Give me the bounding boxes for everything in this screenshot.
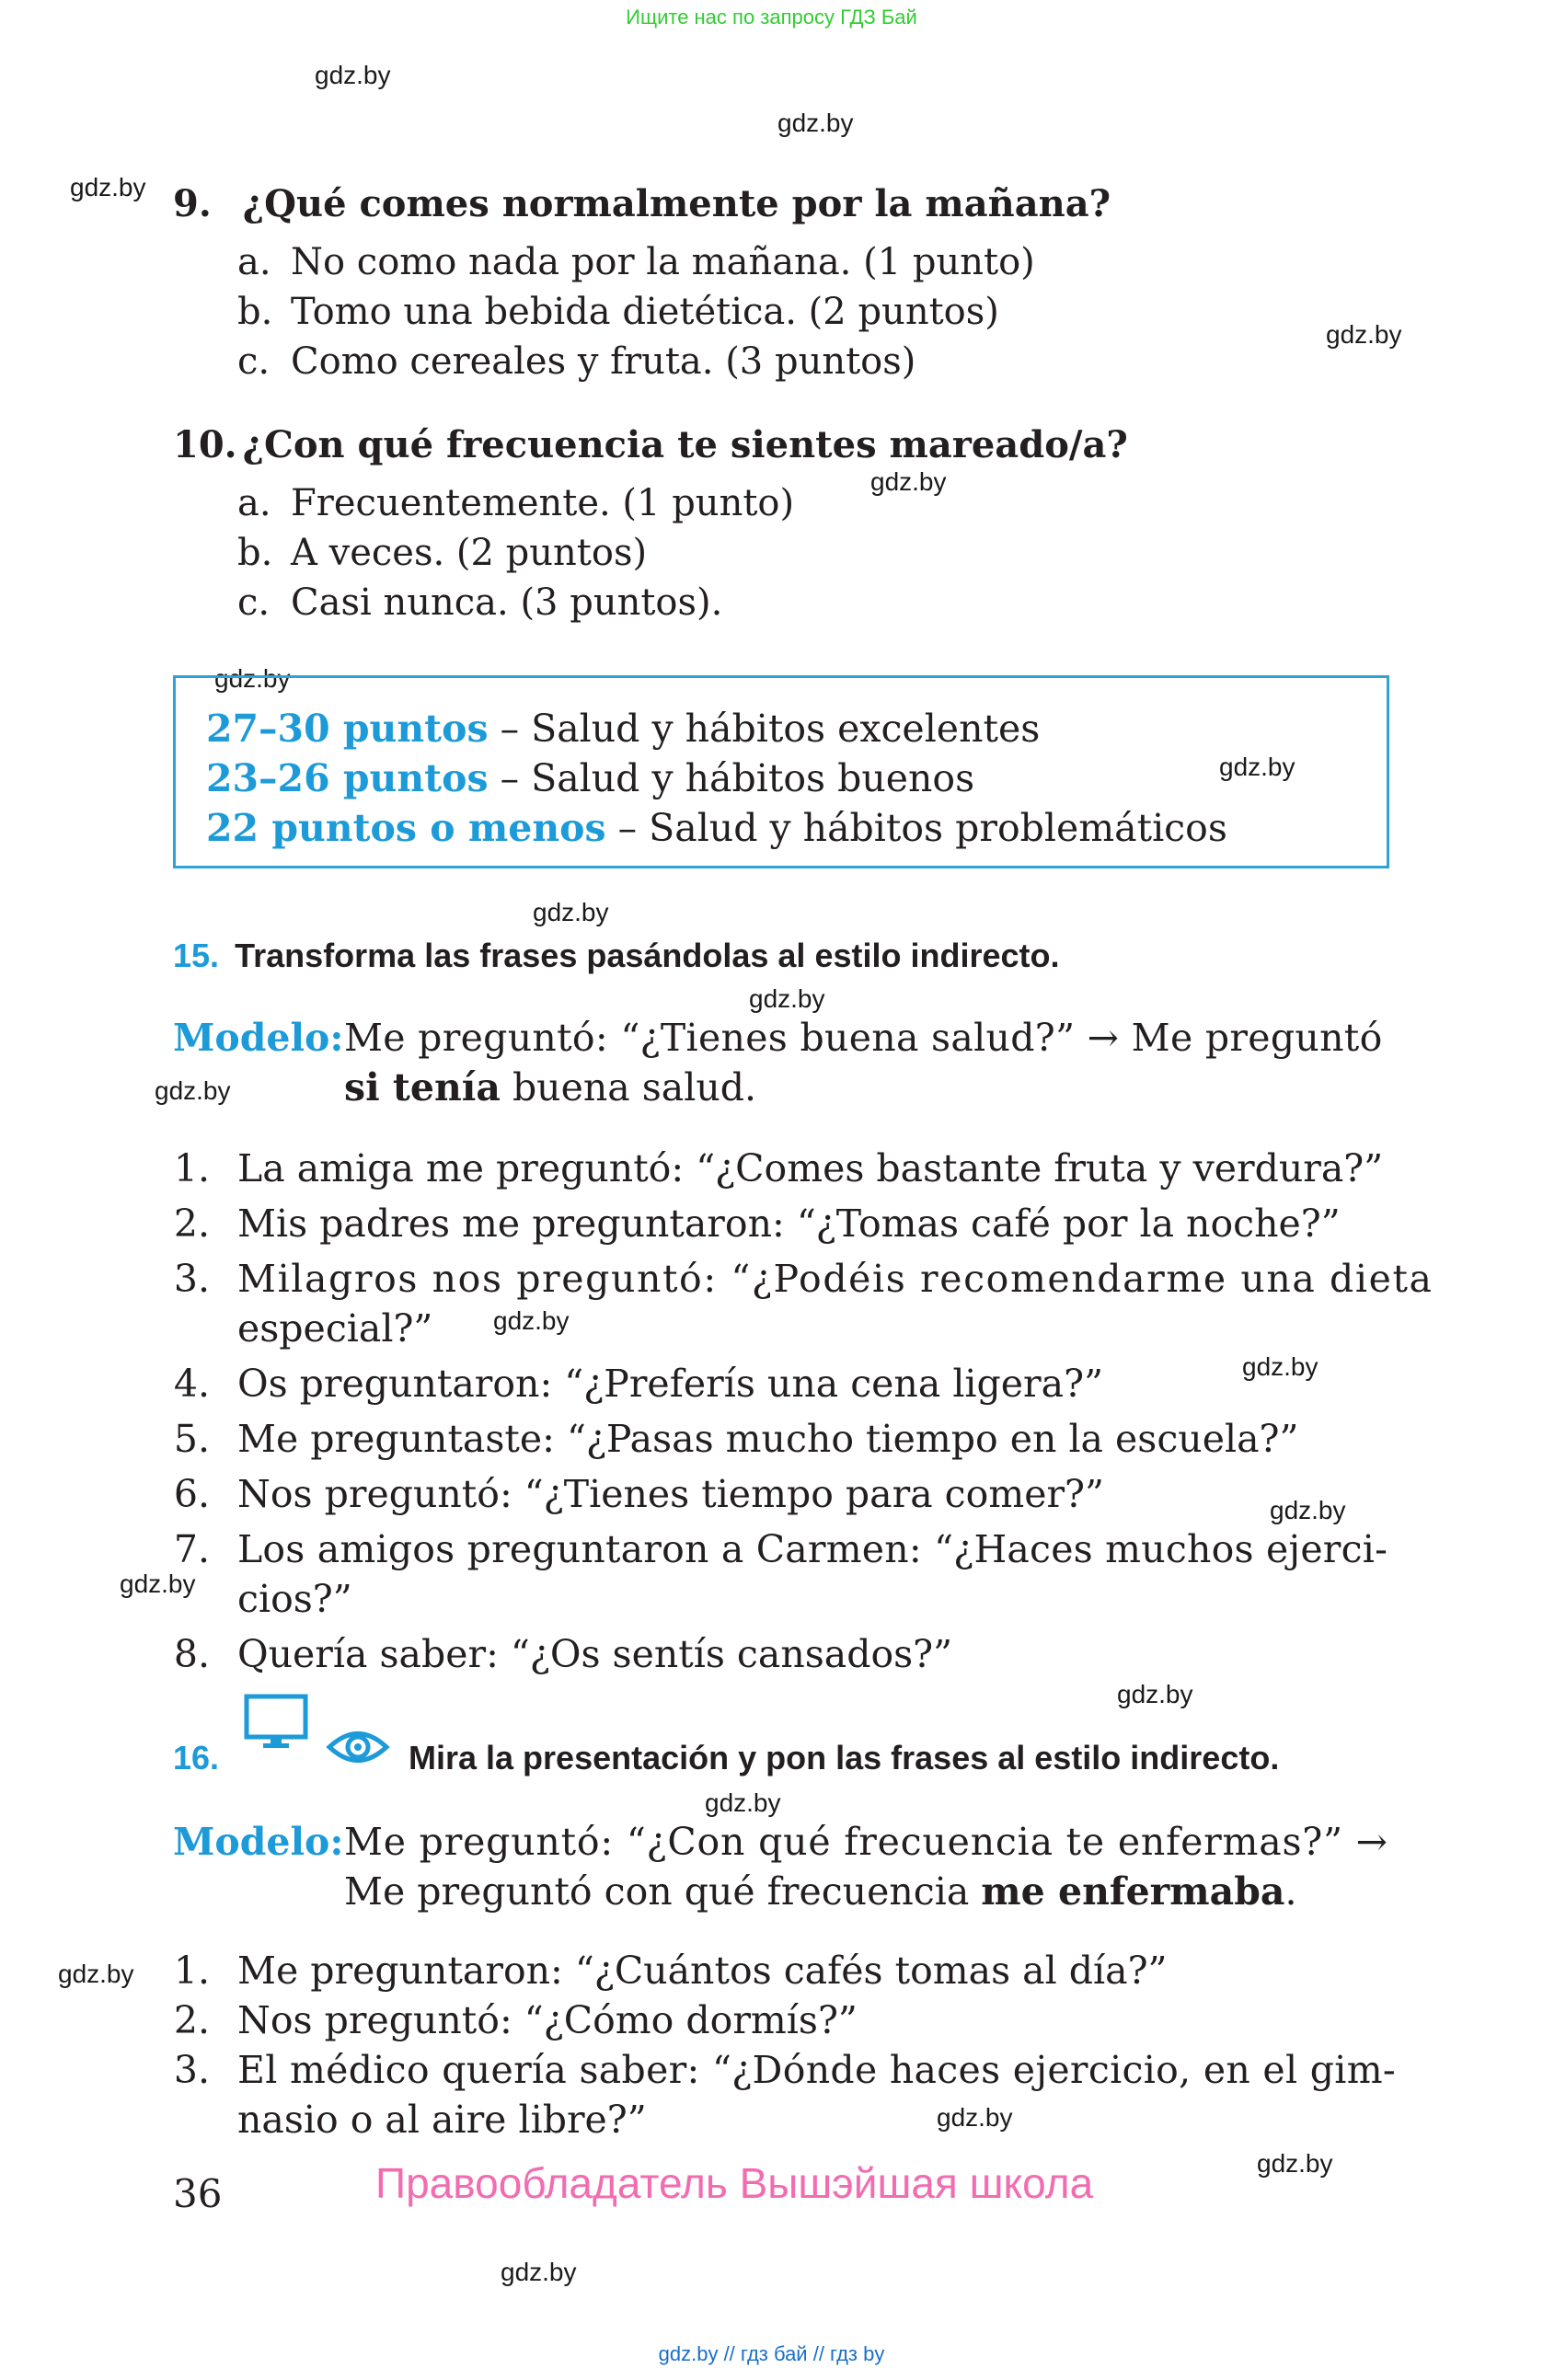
task-instruction: Transforma las frases pasándolas al estilo indirecto. [235, 937, 1060, 974]
score-range: 27–30 puntos [206, 707, 489, 751]
option-text: A veces. (2 puntos) [291, 532, 648, 574]
option-text: Tomo una bebida dietética. (2 puntos) [291, 291, 999, 333]
item-number: 2. [173, 1201, 210, 1246]
model-line [344, 1065, 756, 1110]
watermark: gdz.by [533, 898, 609, 926]
monitor-icon [243, 1693, 309, 1755]
option-text: No como nada por la mañana. (1 punto) [291, 241, 1035, 283]
question-number: 9. [173, 182, 212, 225]
copyright-notice: Правообладатель Вышэйшая школа [375, 2159, 1094, 2207]
score-line [206, 806, 1227, 850]
eye-icon [326, 1726, 390, 1772]
watermark: gdz.by [493, 1306, 570, 1335]
watermark: gdz.by [937, 2103, 1013, 2132]
model-line: Me preguntó: “¿Con qué frecuencia te enfermas?” → [344, 1820, 1388, 1864]
watermark: gdz.by [58, 1960, 134, 1988]
model-bold: me enfermaba [981, 1869, 1285, 1914]
model-line: Me preguntó: “¿Tienes buena salud?” → Me preguntó [344, 1016, 1383, 1060]
item-number: 2. [173, 1998, 210, 2042]
item-text: Quería saber: “¿Os sentís cansados?” [237, 1632, 953, 1676]
item-number: 6. [173, 1472, 210, 1516]
option-letter: c. [237, 581, 271, 624]
item-number: 4. [173, 1362, 210, 1406]
option-letter: b. [237, 532, 273, 574]
option-c [237, 581, 722, 624]
model-rest: Me preguntó con qué frecuencia [344, 1869, 982, 1914]
item-number: 8. [173, 1632, 210, 1676]
item-text: Nos preguntó: “¿Cómo dormís?” [237, 1998, 858, 2042]
top-banner: Ищите нас по запросу ГДЗ Бай [626, 6, 917, 29]
item-text: El médico quería saber: “¿Dónde haces ejercicio, en el gim- [237, 2048, 1397, 2092]
question-9 [173, 182, 1111, 225]
watermark: gdz.by [120, 1569, 196, 1598]
model-label: Modelo: [173, 1820, 344, 1864]
task-number: 16. [173, 1739, 220, 1776]
item-text: Me preguntaste: “¿Pasas mucho tiempo en la escuela?” [237, 1417, 1299, 1461]
item-text: Me preguntaron: “¿Cuántos cafés tomas al día?” [237, 1949, 1168, 1993]
item-text-cont: cios?” [237, 1577, 352, 1621]
item-text: Los amigos preguntaron a Carmen: “¿Haces muchos ejerci- [237, 1527, 1388, 1571]
option-text: Frecuentemente. (1 punto) [291, 482, 795, 524]
watermark: gdz.by [214, 664, 291, 693]
option-letter: a. [237, 241, 271, 283]
item-text-cont: nasio o al aire libre?” [237, 2098, 647, 2142]
item-number: 1. [173, 1146, 210, 1190]
option-b [237, 532, 647, 574]
item-text: Nos preguntó: “¿Tienes tiempo para comer?” [237, 1472, 1104, 1516]
question-number: 10. [173, 423, 237, 466]
question-text: ¿Con qué frecuencia te sientes mareado/a? [242, 423, 1128, 466]
question-text: ¿Qué comes normalmente por la mañana? [242, 182, 1111, 225]
page-number: 36 [173, 2171, 223, 2216]
watermark: gdz.by [1326, 320, 1402, 349]
model-line [344, 1869, 1297, 1914]
option-a [237, 241, 1035, 283]
task-number: 15. [173, 937, 220, 974]
watermark: gdz.by [870, 467, 947, 496]
question-10 [173, 423, 1128, 466]
item-text: Os preguntaron: “¿Preferís una cena ligera?” [237, 1362, 1104, 1406]
item-number: 3. [173, 2048, 210, 2092]
watermark: gdz.by [501, 2258, 577, 2286]
score-text: – Salud y hábitos buenos [488, 756, 975, 800]
item-text-cont: especial?” [237, 1306, 433, 1351]
watermark: gdz.by [777, 109, 854, 137]
option-letter: a. [237, 482, 271, 524]
score-line [206, 756, 974, 800]
option-text: Como cereales y fruta. (3 puntos) [291, 340, 916, 383]
item-number: 7. [173, 1527, 210, 1571]
task-15-header [173, 937, 1059, 975]
item-number: 5. [173, 1417, 210, 1461]
item-number: 3. [173, 1257, 210, 1301]
option-letter: b. [237, 291, 273, 333]
score-text: – Salud y hábitos problemáticos [605, 806, 1227, 850]
item-text: La amiga me preguntó: “¿Comes bastante fruta y verdura?” [237, 1146, 1384, 1190]
option-c [237, 340, 915, 383]
score-range: 23–26 puntos [206, 756, 489, 800]
model-rest: buena salud. [500, 1065, 757, 1110]
watermark: gdz.by [155, 1076, 231, 1105]
watermark: gdz.by [1117, 1680, 1193, 1708]
task-instruction: Mira la presentación y pon las frases al estilo indirecto. [409, 1739, 1280, 1776]
model-end: . [1284, 1869, 1297, 1914]
item-number: 1. [173, 1949, 210, 1993]
option-text: Casi nunca. (3 puntos). [291, 581, 723, 624]
watermark: gdz.by [1270, 1496, 1346, 1524]
option-b [237, 291, 999, 333]
score-text: – Salud y hábitos excelentes [488, 707, 1041, 751]
option-a [237, 482, 794, 524]
watermark: gdz.by [1242, 1352, 1318, 1381]
footer-links: gdz.by // гдз бай // гдз by [658, 2342, 885, 2365]
watermark: gdz.by [315, 61, 391, 89]
watermark: gdz.by [70, 173, 146, 201]
watermark: gdz.by [749, 984, 825, 1013]
watermark: gdz.by [705, 1788, 781, 1817]
score-line [206, 707, 1040, 751]
watermark: gdz.by [1257, 2149, 1333, 2178]
score-range: 22 puntos o menos [206, 806, 606, 850]
option-letter: c. [237, 340, 271, 383]
item-text: Milagros nos preguntó: “¿Podéis recomendarme una dieta [237, 1257, 1434, 1301]
model-bold: si tenía [344, 1065, 501, 1110]
item-text: Mis padres me preguntaron: “¿Tomas café por la noche?” [237, 1201, 1341, 1246]
watermark: gdz.by [1219, 753, 1295, 781]
model-label: Modelo: [173, 1016, 344, 1060]
